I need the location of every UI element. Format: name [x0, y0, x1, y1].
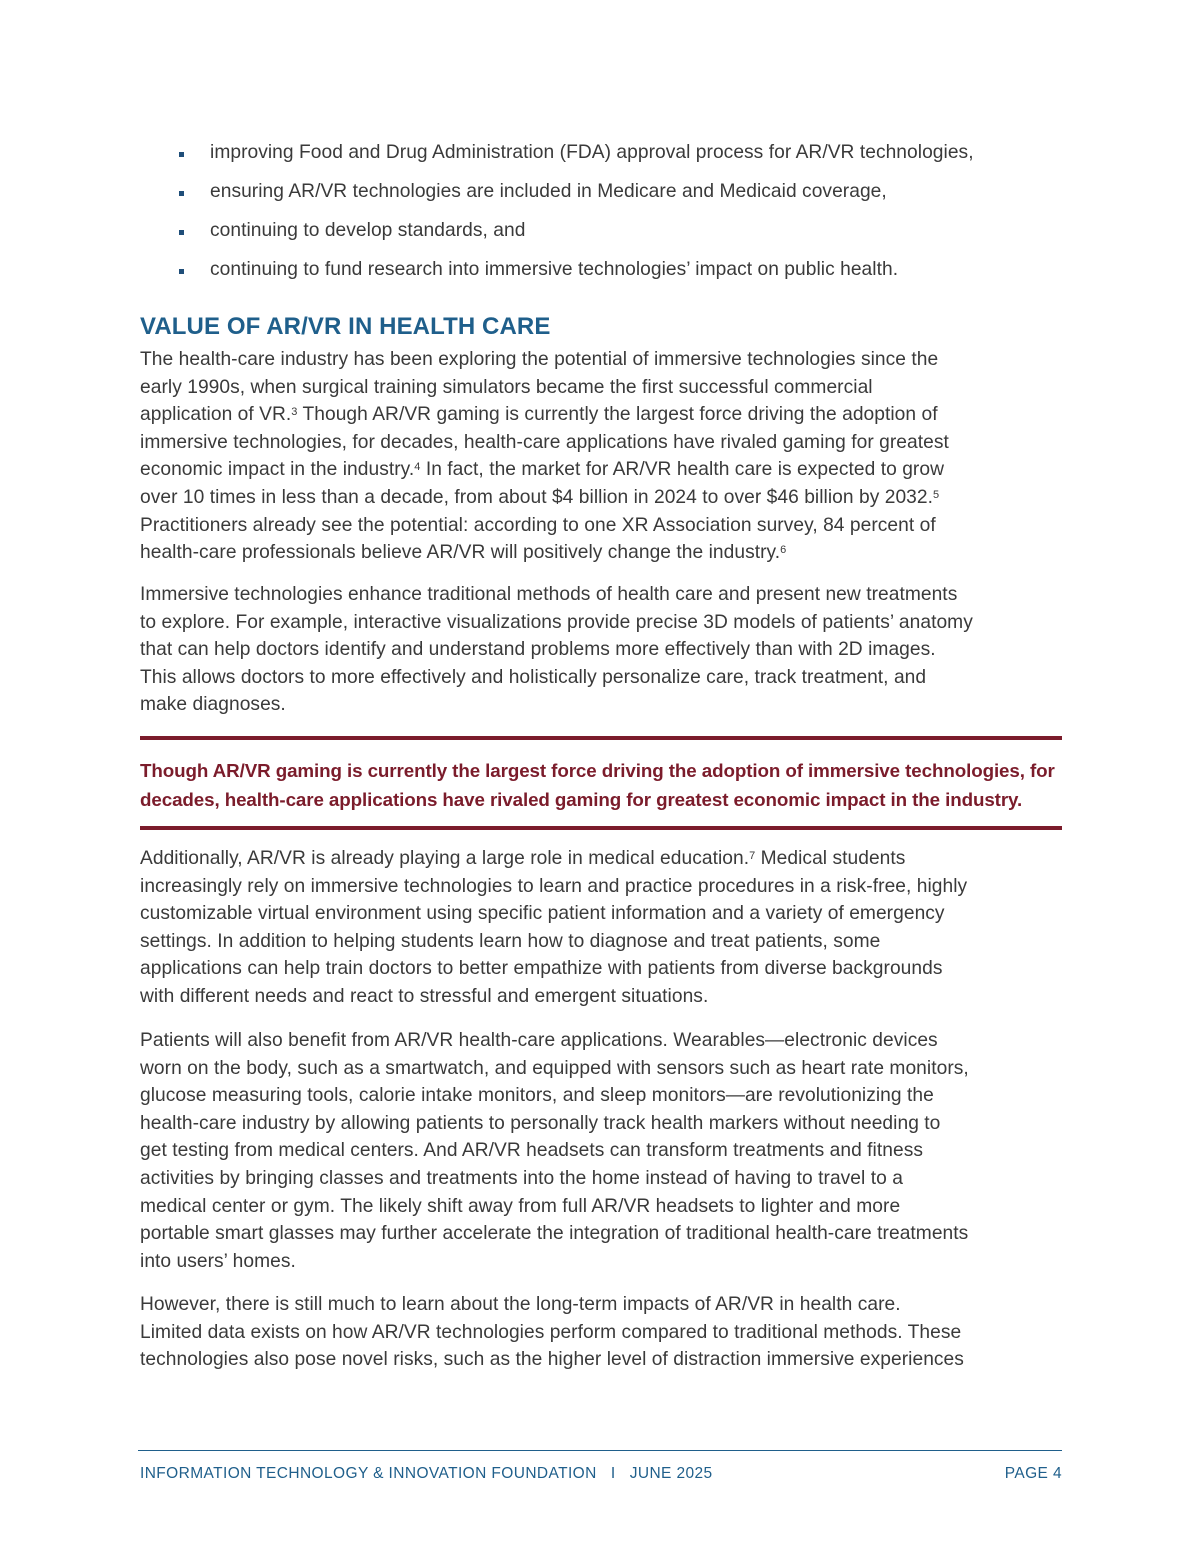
footer-org: INFORMATION TECHNOLOGY & INNOVATION FOUNDATION: [140, 1465, 597, 1482]
bullet-square-icon: [179, 230, 184, 235]
bullet-square-icon: [179, 152, 184, 157]
footnote-ref[interactable]: 5: [933, 488, 940, 501]
document-page: [140, 0, 1062, 1555]
pull-quote: Though AR/VR gaming is currently the largest force driving the adoption of immersive technologies, for decades, health-care applications have rivaled gaming for greatest economic impact in the industry.: [140, 760, 1055, 810]
callout-bottom-rule: [140, 826, 1062, 830]
recommendation-list: [176, 140, 974, 296]
footer-divider: [138, 1450, 1062, 1451]
paragraph-medical-education: Additionally, AR/VR is already playing a large role in medical education.$^7$ Medical students increasingly rely on immersive technologies to learn and practice procedures in a risk-free, highly customizable virtual environment using specific patient information and a variety of emergency settings. In addition to helping students learn how to diagnose and treat patients, some applications can help train doctors to better empathize with patients from diverse backgrounds with different needs and react to stressful and emergent situations.: [140, 848, 968, 1007]
paragraph-immersive-enhance: Immersive technologies enhance traditional methods of health care and present new treatments to explore. For example, interactive visualizations provide precise 3D models of patients’ anatomy that can help doctors identify and understand problems more effectively than with 2D images. This allows doctors to more effectively and holistically personalize care, track treatment, and make diagnoses.: [140, 584, 973, 716]
page-number: PAGE 4: [1004, 1465, 1062, 1482]
footnote-ref[interactable]: 6: [780, 544, 787, 557]
list-item: ensuring AR/VR technologies are included in Medicare and Medicaid coverage,: [176, 179, 974, 205]
paragraph-long-term-impacts: However, there is still much to learn about the long-term impacts of AR/VR in health care. Limited data exists on how AR/VR technologies perform compared to traditional methods. These technologies also pose novel risks, such as the higher level of distraction immersive experiences: [140, 1294, 964, 1371]
footer-separator: I: [610, 1465, 616, 1482]
footnote-ref[interactable]: 3: [291, 406, 298, 419]
list-item: continuing to fund research into immersive technologies’ impact on public health.: [176, 257, 974, 283]
list-item: continuing to develop standards, and: [176, 218, 974, 244]
bullet-square-icon: [179, 191, 184, 196]
footnote-ref[interactable]: 4: [414, 461, 421, 474]
callout-top-rule: [140, 736, 1062, 740]
footnote-ref[interactable]: 7: [749, 850, 756, 862]
footer-publisher: [140, 1464, 713, 1484]
footer-date: JUNE 2025: [629, 1465, 713, 1482]
bullet-square-icon: [179, 269, 184, 274]
paragraph-value-intro: The health-care industry has been exploring the potential of immersive technologies since the early 1990s, when surgical training simulators became the first successful commercial application of VR.$^3$ Though AR/VR gaming is currently the largest force driving the adoption of immersive technologies, for decades, health-care applications have rivaled gaming for greatest economic impact in the industry.$^4$ In fact, the market for AR/VR health care is expected to grow over 10 times in less than a decade, from about $4 billion in 2024 to over $46 billion by 2032.$^5$ Practitioners already see the potential: according to one XR Association survey, 84 percent of health-care professionals believe AR/VR will positively change the industry.$^6$: [140, 349, 949, 564]
paragraph-patients-benefit: Patients will also benefit from AR/VR health-care applications. Wearables—electronic devices worn on the body, such as a smartwatch, and equipped with sensors such as heart rate monitors, glucose measuring tools, calorie intake monitors, and sleep monitors—are revolutionizing the health-care industry by allowing patients to personally track health markers without needing to get testing from medical centers. And AR/VR headsets can transform treatments and fitness activities by bringing classes and treatments into the home instead of having to travel to a medical center or gym. The likely shift away from full AR/VR headsets to lighter and more portable smart glasses may further accelerate the integration of traditional health-care treatments into users’ homes.: [140, 1030, 969, 1272]
list-item: improving Food and Drug Administration (FDA) approval process for AR/VR technologies,: [176, 140, 974, 166]
section-heading: VALUE OF AR/VR IN HEALTH CARE: [140, 313, 551, 340]
